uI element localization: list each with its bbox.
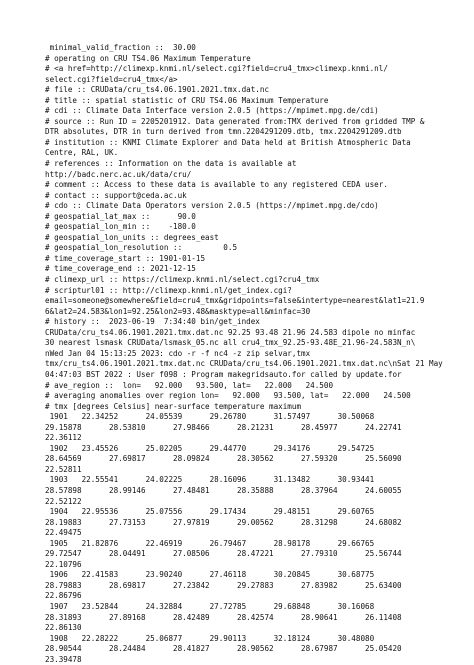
document-line: # contact :: support@ceda.ac.uk (45, 190, 187, 200)
document-line: # time_coverage_end :: 2021-12-15 (45, 264, 196, 274)
document-line: 1906 22.41583 23.90240 27.46118 30.20845 30.68775 (45, 570, 375, 580)
document-line: nWed Jan 04 15:13:25 2023: cdo -r -f nc4 -z zip selvar,tmx (45, 348, 311, 358)
document-line: # title :: spatial statistic of CRU TS4.06 Maximum Temperature (45, 95, 329, 105)
document-line: 1908 22.28222 25.06877 29.90113 32.18124 30.48080 (45, 633, 375, 643)
document-line: 28.90544 28.24484 28.41827 28.90562 28.67987 25.05420 (45, 644, 402, 654)
document-line: 22.10796 (45, 559, 82, 569)
document-line: # averaging anomalies over region lon= 92.000 93.500, lat= 22.000 24.500 (45, 391, 411, 401)
document-line: # geospatial_lon_units :: degrees_east (45, 232, 219, 242)
document-text-block (45, 43, 470, 665)
document-line: # comment :: Access to these data is available to any registered CEDA user. (45, 180, 388, 190)
document-line: 04:47:03 BST 2022 : User f098 : Program makegridsauto.for called by update.for (45, 369, 402, 379)
document-line: 22.36112 (45, 433, 82, 443)
document-line: tmx/cru_ts4.06.1901.2021.tmx.dat.nc CRUData/cru_ts4.06.1901.2021.tmx.dat.nc\nSat 21 May (45, 359, 443, 369)
document-line: # ave_region :: lon= 92.000 93.500, lat= 22.000 24.500 (45, 380, 334, 390)
document-line: # time_coverage_start :: 1901-01-15 (45, 253, 206, 263)
document-line: 22.49475 (45, 528, 82, 538)
document-line: # cdo :: Climate Data Operators version 2.0.5 (https://mpimet.mpg.de/cdo) (45, 201, 379, 211)
document-line: # geospatial_lon_resolution :: 0.5 (45, 243, 238, 253)
document-line: 6&lat2=24.583&lon1=92.25&lon2=93.48&masktype=all&minfac=30 (45, 306, 311, 316)
document-line: # history :: 2023-06-19 7:34:40 bin/get_index (45, 317, 260, 327)
document-line: 22.86796 (45, 591, 82, 601)
document-line: 1902 23.45526 25.02205 29.44770 29.34176 29.54725 (45, 443, 375, 453)
document-line: 28.31893 27.89168 28.42489 28.42574 28.90641 26.11408 (45, 612, 402, 622)
document-line: minimal_valid_fraction :: 30.00 (45, 43, 196, 52)
document-line: # scripturl01 :: http://climexp.knmi.nl/get_index.cgi? (45, 285, 292, 295)
document-line: 29.15878 28.53810 27.98466 28.21231 28.45977 24.22741 (45, 422, 402, 432)
document-line: # operating on CRU TS4.06 Maximum Temperature (45, 53, 251, 63)
document-line: 30 nearest lsmask CRUData/lsmask_05.nc all cru4_tmx_92.25-93.48E_21.96-24.583N_n\ (45, 338, 416, 348)
document-line: DTR absolutes, DTR in turn derived from tmn.2204291209.dtb, tmx.2204291209.dtb (45, 127, 402, 137)
document-line: # source :: Run ID = 2205201912. Data generated from:TMX derived from gridded TMP & (45, 116, 425, 126)
document-line: # geospatial_lon_min :: -180.0 (45, 222, 196, 232)
document-line: 1904 22.95536 25.07556 29.17434 29.48151 29.60765 (45, 507, 375, 517)
document-line: # geospatial_lat_max :: 90.0 (45, 211, 196, 221)
document-line: # institution :: KNMI Climate Explorer and Data held at British Atmospheric Data (45, 137, 411, 147)
document-line: # file :: CRUData/cru_ts4.06.1901.2021.tmx.dat.nc (45, 85, 270, 95)
document-line: # references :: Information on the data is available at (45, 159, 297, 169)
document-line: # tmx [degrees Celsius] near-surface temperature maximum (45, 401, 302, 411)
document-line: # <a href=http://climexp.knmi.nl/select.cgi?field=cru4_tmx>climexp.knmi.nl/ (45, 64, 388, 74)
document-line: # climexp_url :: https://climexp.knmi.nl/select.cgi?cru4_tmx (45, 275, 320, 285)
document-line: 1903 22.55541 24.02225 28.16096 31.13482 30.93441 (45, 475, 375, 485)
document-line: 28.79883 28.69817 27.23842 29.27883 27.83982 25.63400 (45, 580, 402, 590)
document-line: http://badc.nerc.ac.uk/data/cru/ (45, 169, 192, 179)
document-line: 23.39478 (45, 654, 82, 664)
document-line: 1905 21.82876 22.46919 26.79467 28.98178 29.66765 (45, 538, 375, 548)
document-line: 22.52122 (45, 496, 82, 506)
document-line: 28.57898 28.99146 27.48481 28.35888 28.37964 24.60055 (45, 485, 402, 495)
document-line: 1907 23.52844 24.32884 27.72785 29.68848 30.16068 (45, 601, 375, 611)
document-line: 22.86130 (45, 623, 82, 633)
document-line: # cdi :: Climate Data Interface version 2.0.5 (https://mpimet.mpg.de/cdi) (45, 106, 379, 116)
document-line: 28.19883 27.73153 27.97819 29.00562 28.31298 24.68082 (45, 517, 402, 527)
document-line: email=someone@somewhere&field=cru4_tmx&gridpoints=false&intertype=nearest&lat1=21.9 (45, 296, 425, 306)
document-line: 1901 22.34252 24.05539 29.26780 31.57497 30.50068 (45, 412, 375, 422)
document-line: Centre, RAL, UK. (45, 148, 119, 158)
document-line: 28.64569 27.69817 28.09824 28.30562 27.59320 25.56090 (45, 454, 402, 464)
document-line: CRUData/cru_ts4.06.1901.2021.tmx.dat.nc 92.25 93.48 21.96 24.583 dipole no minfac (45, 327, 416, 337)
document-line: 29.72547 28.04491 27.08506 28.47221 27.79310 25.56744 (45, 549, 402, 559)
document-line: select.cgi?field=cru4_tmx</a> (45, 74, 178, 84)
document-line: 22.52811 (45, 464, 82, 474)
